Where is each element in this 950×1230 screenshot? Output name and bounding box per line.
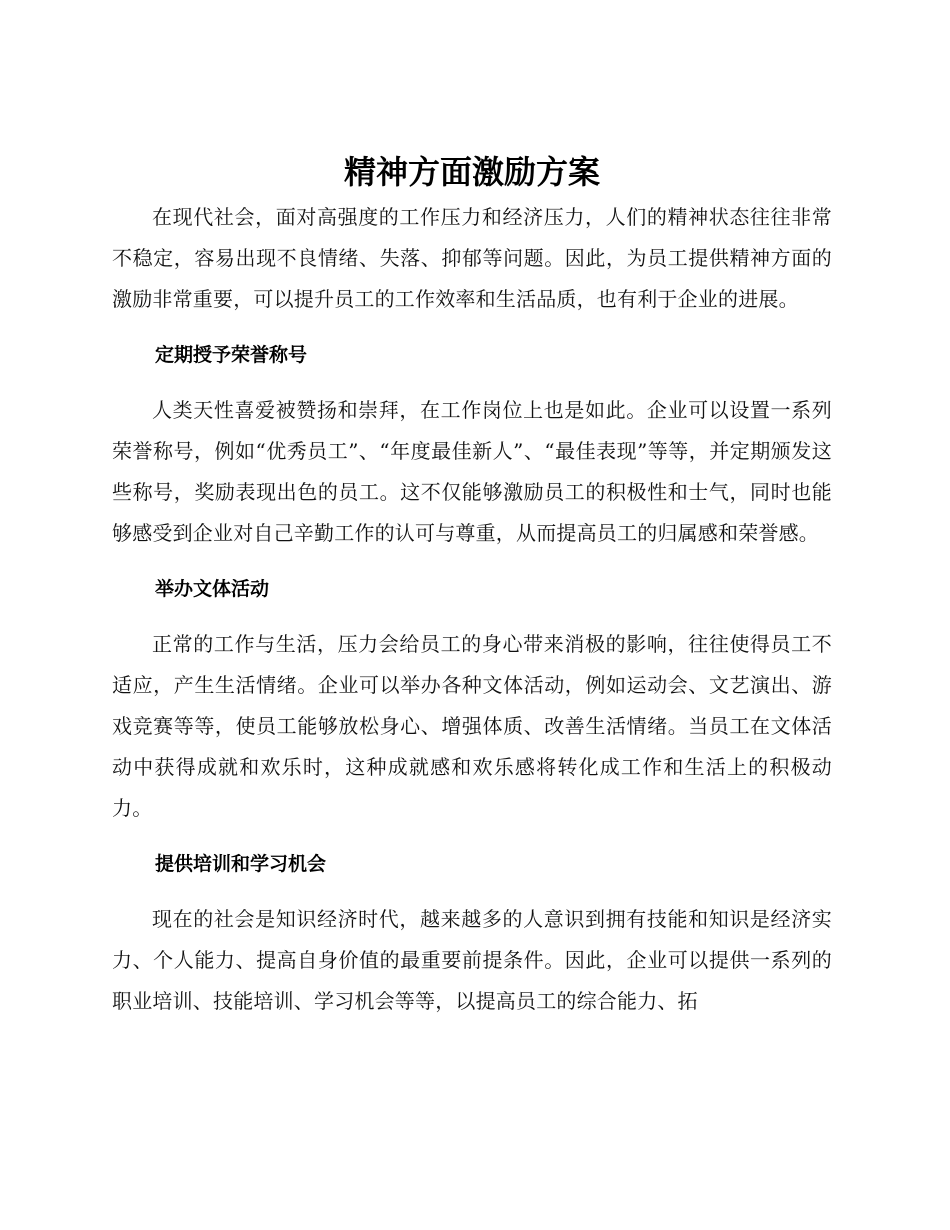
section-body-honor-titles: 人类天性喜爱被赞扬和崇拜，在工作岗位上也是如此。企业可以设置一系列荣誉称号，例如“优秀员工”、“年度最佳新人”、“最佳表现”等等，并定期颁发这些称号，奖励表现出色的员工。这不仅能够激励员工的积极性和士气，同时也能够感受到企业对自己辛勤工作的认可与尊重，从而提高员工的归属感和荣誉感。	[112, 398, 832, 545]
section-heading-honor-titles: 定期授予荣誉称号	[155, 344, 308, 366]
document-page	[112, 150, 832, 1022]
section-heading-training: 提供培训和学习机会	[155, 853, 327, 875]
section-heading-cultural-activities: 举办文体活动	[155, 578, 270, 600]
section-body-cultural-activities: 正常的工作与生活，压力会给员工的身心带来消极的影响，往往使得员工不适应，产生生活情绪。企业可以举办各种文体活动，例如运动会、文艺演出、游戏竞赛等等，使员工能够放松身心、增强体质、改善生活情绪。当员工在文体活动中获得成就和欢乐时，这种成就感和欢乐感将转化成工作和生活上的积极动力。	[112, 632, 832, 820]
document-title: 精神方面激励方案	[343, 153, 600, 191]
section-body-training: 现在的社会是知识经济时代，越来越多的人意识到拥有技能和知识是经济实力、个人能力、提高自身价值的最重要前提条件。因此，企业可以提供一系列的职业培训、技能培训、学习机会等等，以提高员工的综合能力、拓	[112, 907, 832, 1013]
intro-paragraph: 在现代社会，面对高强度的工作压力和经济压力，人们的精神状态往往非常不稳定，容易出现不良情绪、失落、抑郁等问题。因此，为员工提供精神方面的激励非常重要，可以提升员工的工作效率和生活品质，也有利于企业的进展。	[112, 205, 832, 311]
